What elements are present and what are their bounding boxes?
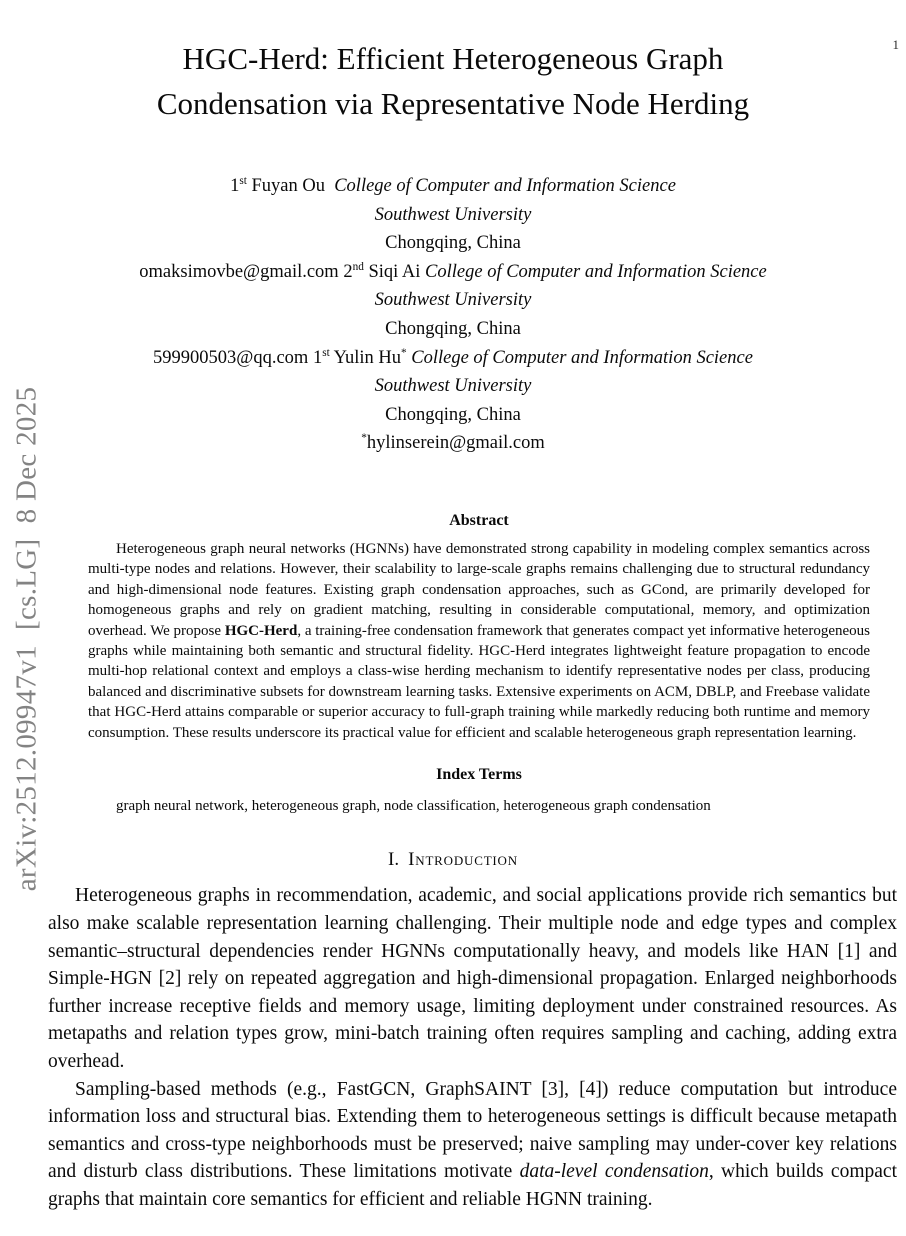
abstract-heading: Abstract bbox=[449, 511, 509, 529]
abstract-bold-term: HGC-Herd bbox=[224, 622, 298, 639]
index-terms-section bbox=[88, 766, 870, 816]
author1-affiliation: College of Computer and Information Science bbox=[334, 176, 676, 196]
intro-paragraph-1: Heterogeneous graphs in recommendation, academic, and social applications provide rich semantics but also make scalable representation learning challenging. Their multiple node and edge types and complex semantic–structural dependencies render HGNNs computationally heavy, and models like HAN [1] and Simple-HGN [2] rely on repeated aggregation and high-dimensional propagation. Enlarged neighborhoods further increase receptive fields and memory usage, limiting deployment under constrained resources. As metapaths and relation types grow, mini-batch training often requires sampling and caching, adding extra overhead. bbox=[48, 885, 897, 1072]
author-block bbox=[0, 172, 906, 458]
author3-location: Chongqing, China bbox=[385, 404, 521, 425]
intro-paragraph-2-before: Sampling-based methods (e.g., FastGCN, GraphSAINT [3], [4]) reduce computation but introduce information loss and structural bias. Extending them to heterogeneous settings is difficult because metapath semantics and cross-type neighborhoods must be preserved; naive sampling may under-cover key relations and disturb class distributions. These limitations motivate bbox=[48, 1078, 897, 1183]
author2-name-line bbox=[0, 258, 906, 287]
author2-university: Southwest University bbox=[374, 290, 532, 311]
author1-order: 1 bbox=[230, 176, 240, 196]
author3-name-wrap bbox=[334, 348, 407, 368]
author1-email: omaksimovbe@gmail.com bbox=[139, 261, 339, 282]
corresponding-email-line bbox=[0, 429, 906, 458]
abstract-text-after: , a training-free condensation framework that generates compact yet informative heterogeneous graphs while maintaining both semantic and structural fidelity. HGC-Herd integrates lightweight feature propagation to encode multi-hop relational context and employs a class-wise herding mechanism to identify representative nodes per class, producing balanced and discriminative subsets for downstream learning tasks. Extensive experiments on ACM, DBLP, and Freebase validate that HGC-Herd attains comparable or superior accuracy to full-graph training while markedly reducing both runtime and memory consumption. These results underscore its practical value for efficient and scalable heterogeneous graph representation learning. bbox=[88, 622, 870, 741]
paper-title-line-2: Condensation via Representative Node Herding bbox=[156, 86, 750, 121]
arxiv-watermark: arXiv:2512.09947v1 [cs.LG] 8 Dec 2025 bbox=[10, 386, 43, 892]
author2-order-wrap bbox=[343, 262, 364, 282]
author3-affiliation: College of Computer and Information Science bbox=[411, 347, 753, 368]
footnote-asterisk: * bbox=[361, 432, 367, 445]
intro-paragraph-2 bbox=[48, 1076, 897, 1214]
index-terms-text: graph neural network, heterogeneous graph, node classification, heterogeneous graph condensation bbox=[116, 798, 711, 814]
footnote-email: hylinserein@gmail.com bbox=[366, 433, 545, 454]
author1-name-line bbox=[0, 172, 906, 201]
author1-location: Chongqing, China bbox=[385, 233, 521, 254]
author3-ordinal: st bbox=[322, 346, 330, 359]
introduction-section-heading bbox=[0, 849, 906, 871]
paper-page bbox=[0, 36, 906, 1236]
author2-order: 2 bbox=[343, 261, 353, 282]
author2-affiliation: College of Computer and Information Science bbox=[425, 261, 767, 282]
author2-email: 599900503@qq.com bbox=[153, 347, 309, 368]
author2-location: Chongqing, China bbox=[385, 318, 521, 339]
abstract-text-before: Heterogeneous graph neural networks (HGNNs) have demonstrated strong capability in modeling complex semantics across multi-type nodes and relations. However, their scalability to large-scale graphs remains challenging due to structural redundancy and high-dimensional node features. Existing graph condensation approaches, such as GCond, are primarily developed for homogeneous graphs and rely on gradient matching, resulting in considerable computational, memory, and optimization overhead. We propose bbox=[88, 540, 870, 639]
author1-ordinal: st bbox=[239, 174, 247, 187]
author1-university: Southwest University bbox=[374, 204, 532, 225]
author3-order-wrap bbox=[313, 348, 330, 368]
author3-name-line bbox=[0, 344, 906, 373]
author2-name: Siqi Ai bbox=[368, 261, 421, 282]
introduction-body bbox=[48, 882, 897, 1213]
author3-asterisk: * bbox=[400, 346, 407, 359]
section-title: Introduction bbox=[408, 849, 518, 871]
author2-ordinal: nd bbox=[352, 260, 364, 273]
paper-title bbox=[60, 36, 846, 126]
intro-paragraph-2-after: , which builds compact graphs that maintain core semantics for efficient and reliable HGNN training. bbox=[48, 1161, 897, 1210]
abstract-text bbox=[88, 539, 870, 743]
author3-name: Yulin Hu bbox=[333, 347, 401, 368]
page-number: 1 bbox=[892, 37, 899, 52]
author1-name: Fuyan Ou bbox=[251, 176, 325, 196]
section-number: I. bbox=[388, 849, 400, 871]
intro-emphasis-term: data-level condensation bbox=[519, 1161, 709, 1183]
author3-university: Southwest University bbox=[374, 376, 532, 397]
index-terms-heading: Index Terms bbox=[436, 766, 522, 783]
abstract-section bbox=[88, 512, 870, 743]
author3-order: 1 bbox=[312, 347, 323, 368]
paper-title-line-1: HGC-Herd: Efficient Heterogeneous Graph bbox=[182, 41, 724, 76]
